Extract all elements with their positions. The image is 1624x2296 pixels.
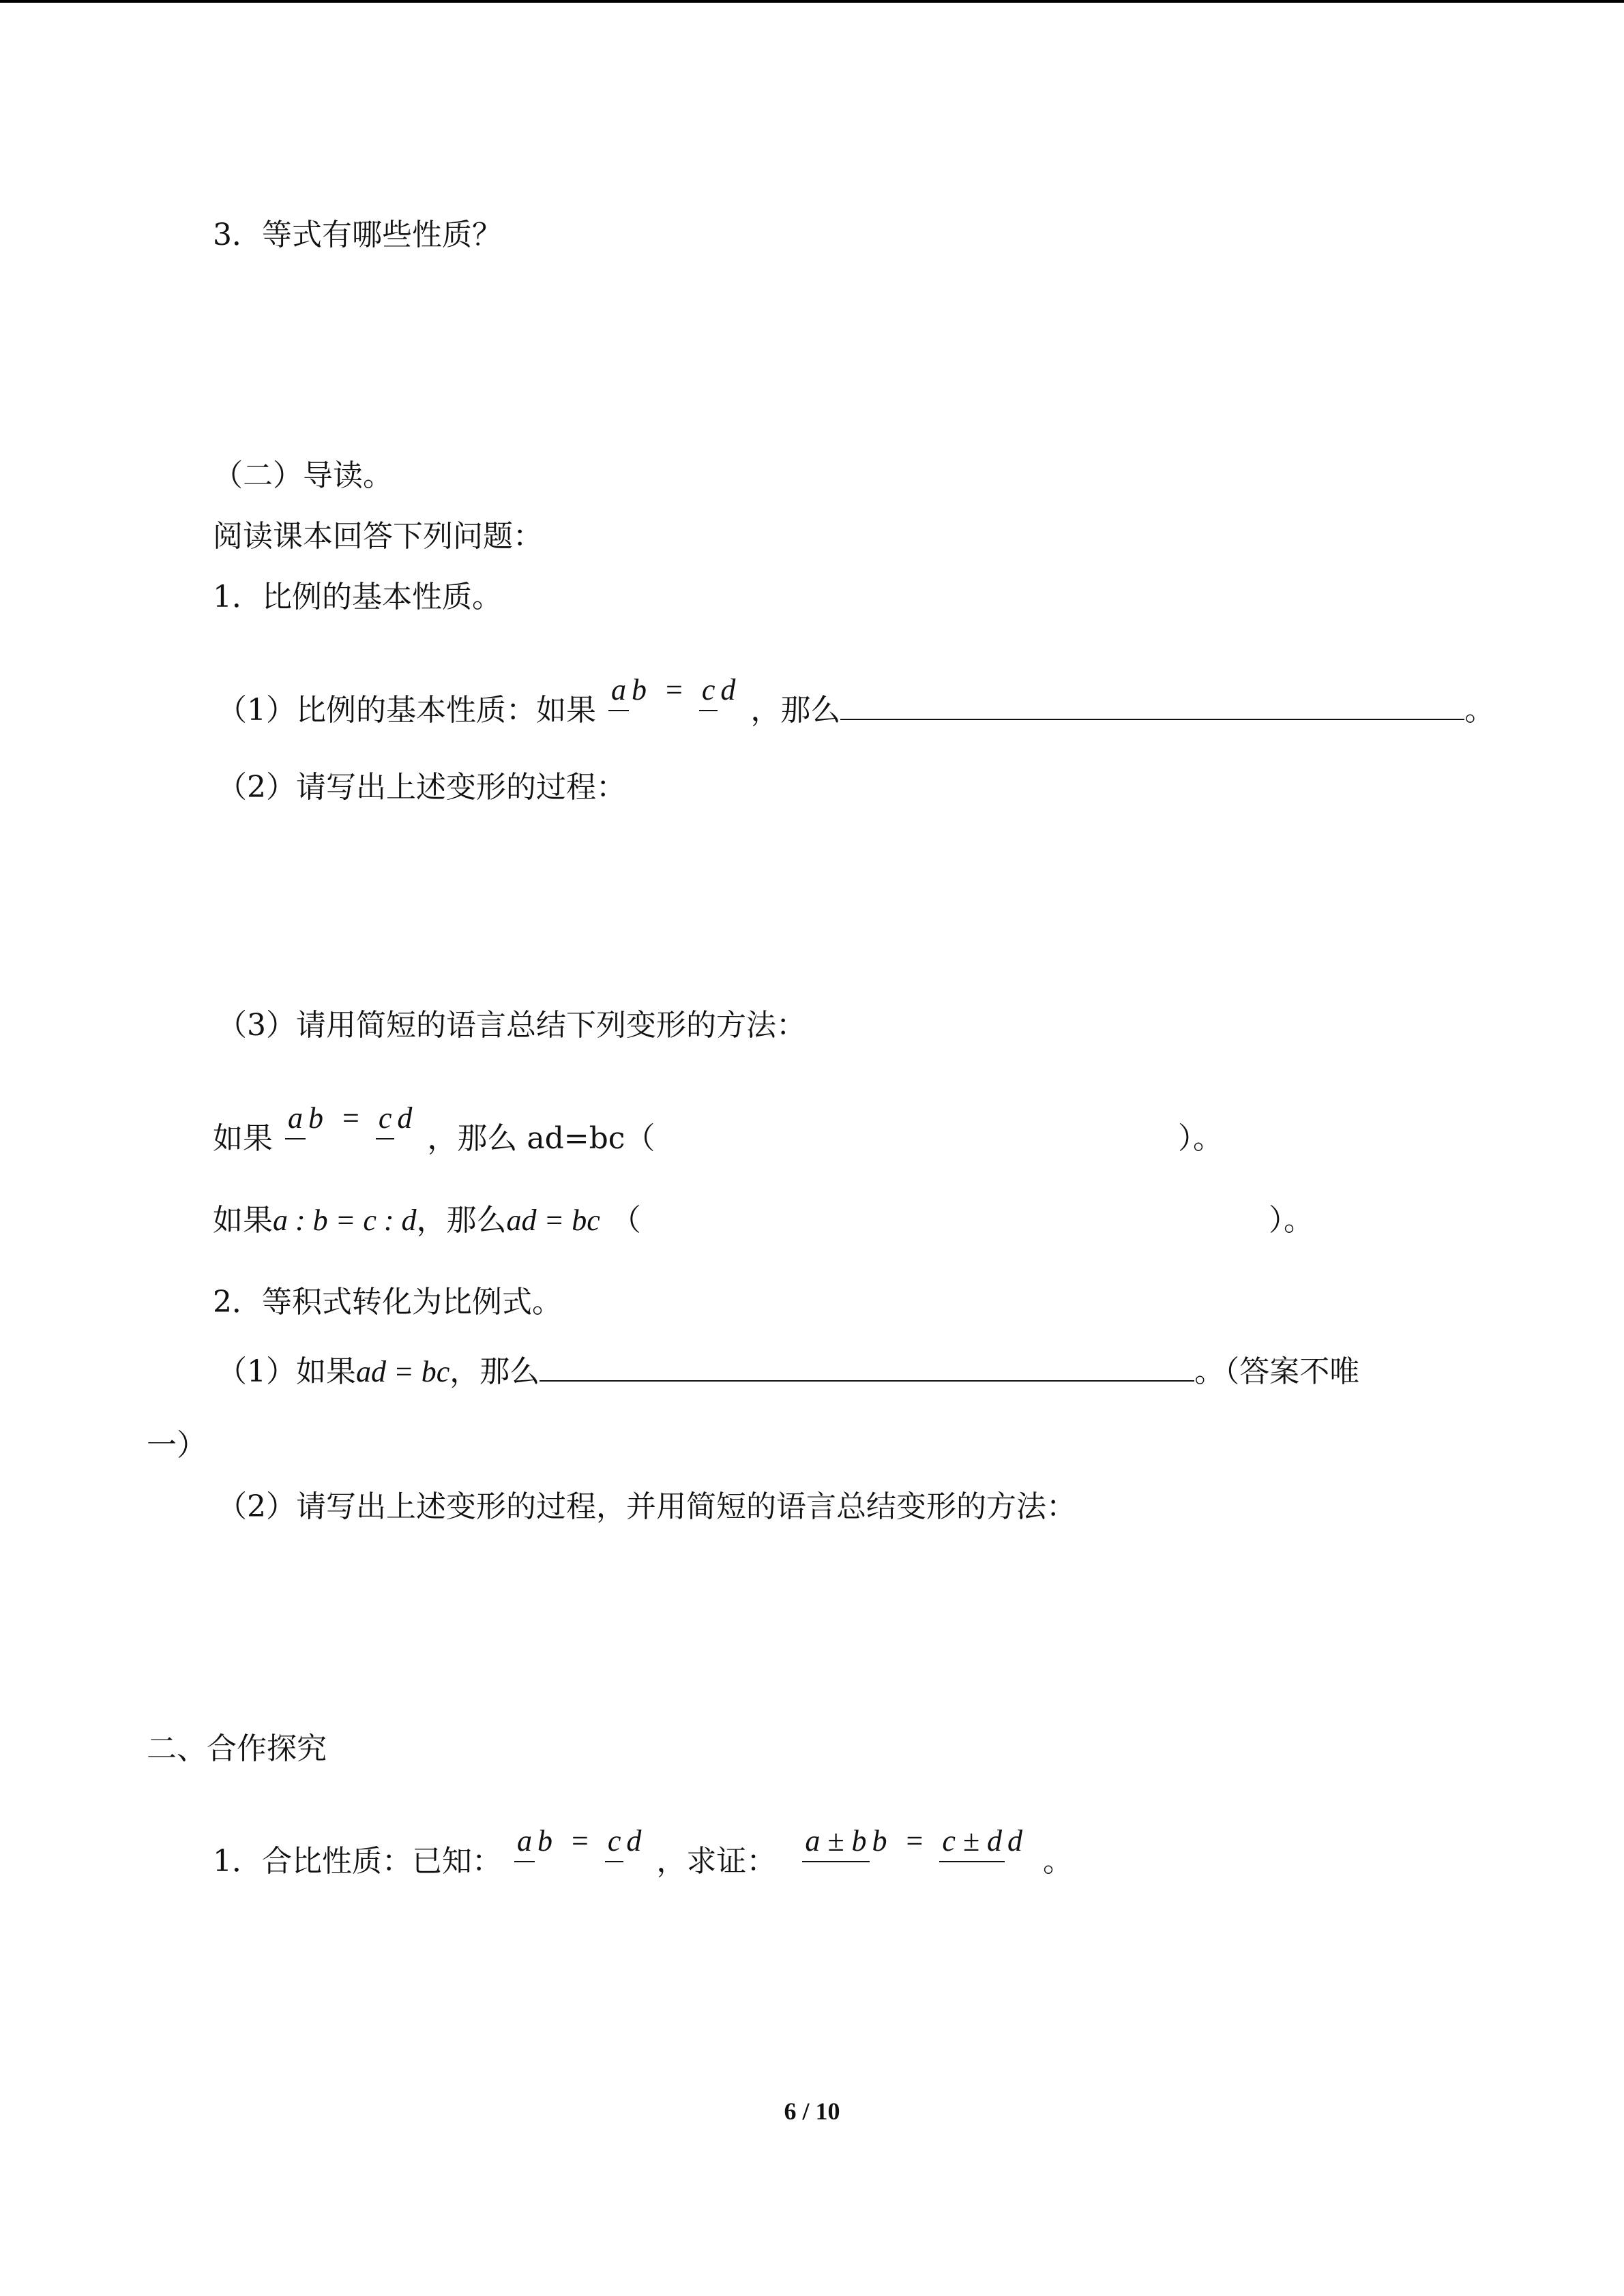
question-3-text: 3．等式有哪些性质？ [213,218,502,252]
answer-blank-1[interactable] [840,689,1464,720]
fraction-c-over-d-3 [605,1821,645,1862]
numerator-c: c [376,1101,395,1139]
transform-2-then: ，那么 [416,1203,507,1238]
item-1-2 [217,767,626,808]
item-2-1-prefix: （1）如果 [217,1354,356,1389]
coop-item-1-end: 。 [1043,1844,1074,1879]
item-1-1-prefix: （1）比例的基本性质：如果 [217,693,596,728]
numerator-a: a [608,673,629,711]
item-1-1 [217,673,1495,732]
item-2-2-text: （2）请写出上述变形的过程，并用简短的语言总结变形的方法： [217,1489,1076,1524]
item-2-heading [213,1282,562,1323]
ratio-expression: a : b = c : d [273,1204,417,1237]
part-cooperative-inquiry [147,1729,327,1770]
section-guided-reading-title: （二）导读。 [213,458,393,493]
denominator-b: b [632,673,647,706]
item-2-1 [217,1350,1359,1392]
numerator-c: c [605,1824,624,1862]
transform-2-close-paren: ）。 [1269,1203,1314,1238]
equation-a-over-b-equals-c-over-d-2 [282,1098,417,1139]
prove-equation [799,1821,1028,1862]
denominator-d: d [720,673,736,706]
coop-item-1-prefix: 1．合比性质：已知： [213,1844,502,1879]
fraction-a-pm-b-over-b [802,1821,889,1862]
item-1-3 [217,1005,806,1046]
fraction-c-over-d [699,670,739,711]
item-2-2 [217,1487,1076,1527]
coop-item-1 [213,1824,1074,1883]
numerator-a-pm-b: a ± b [802,1824,869,1862]
item-1-1-end: 。 [1464,693,1495,728]
item-1-1-mid: ，那么 [750,693,841,728]
item-1-3-text: （3）请用简短的语言总结下列变形的方法： [217,1008,806,1043]
coop-item-1-mid: ，求证： [656,1844,777,1879]
fraction-c-over-d-2 [376,1099,415,1139]
numerator-a: a [285,1101,306,1139]
top-border-line [0,0,1624,3]
product-equation-2: ad = bc [356,1355,450,1388]
item-1-heading [213,577,502,618]
transform-2-if: 如果 [213,1203,273,1238]
item-1-heading-text: 1．比例的基本性质。 [213,580,502,614]
denominator-d: d [626,1824,642,1858]
section-guided-reading [213,456,393,496]
equals-sign: = [572,1824,589,1858]
equals-sign: = [666,673,683,706]
page-number: 6 / 10 [784,2098,840,2125]
equals-sign: = [342,1101,359,1135]
denominator-b: b [872,1824,887,1858]
numerator-c-pm-d: c ± d [939,1824,1005,1862]
fraction-a-over-b [608,670,649,711]
transform-1-if: 如果 [213,1121,273,1156]
numerator-c: c [699,673,718,711]
transform-2-open-paren: （ [610,1203,641,1238]
transform-line-2 [213,1200,1372,1241]
item-2-1-mid: ，那么 [449,1354,540,1389]
fraction-a-over-b-3 [514,1821,555,1862]
numerator-a: a [514,1824,535,1862]
part-cooperative-inquiry-title: 二、合作探究 [147,1731,327,1766]
item-2-1-wrap-text: 一） [147,1428,207,1463]
transform-1-then: ，那么 ad=bc（ [427,1121,655,1156]
equals-sign: = [906,1824,924,1858]
item-2-heading-text: 2．等积式转化为比例式。 [213,1285,562,1320]
item-2-1-end: 。（答案不唯 [1194,1354,1360,1389]
denominator-d: d [1007,1824,1023,1858]
denominator-b: b [537,1824,552,1858]
item-1-2-text: （2）请写出上述变形的过程： [217,770,626,805]
product-equation: ad = bc [506,1204,600,1237]
given-equation [512,1821,647,1862]
question-3 [213,215,502,256]
equation-a-over-b-equals-c-over-d [606,670,741,711]
fraction-a-over-b-2 [285,1099,326,1139]
read-prompt [213,516,543,557]
denominator-d: d [397,1101,413,1135]
item-2-1-wrap [147,1425,207,1466]
denominator-b: b [308,1101,323,1135]
transform-1-close-paren: ）。 [1178,1121,1223,1156]
fraction-c-pm-d-over-d [939,1821,1025,1862]
transform-line-1 [213,1101,1304,1160]
answer-blank-2[interactable] [540,1350,1194,1382]
read-prompt-text: 阅读课本回答下列问题： [213,519,543,554]
